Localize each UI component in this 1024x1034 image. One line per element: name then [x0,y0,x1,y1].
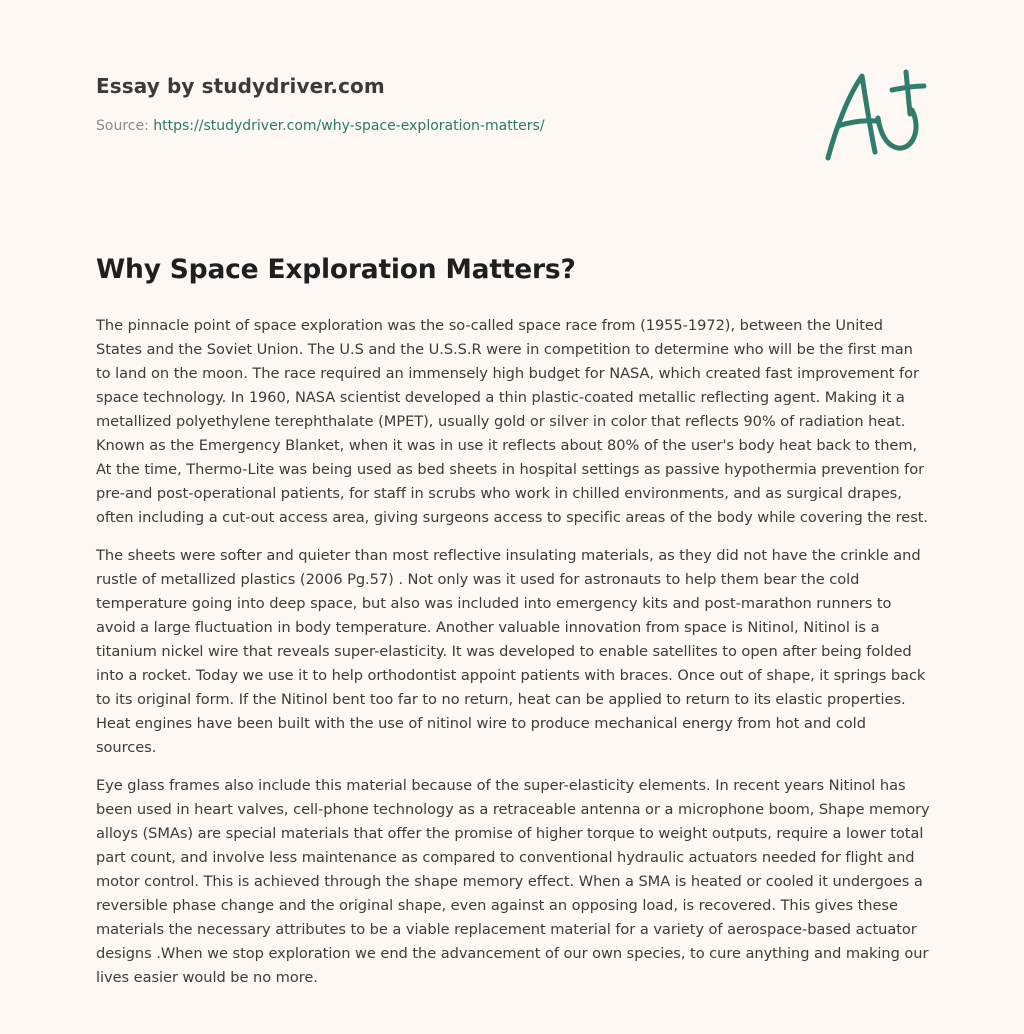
a-plus-logo-icon [818,66,928,166]
essay-paragraph: Eye glass frames also include this material because of the super-elasticity elements. In recent years Nitinol has been used in heart valves, cell-phone technology as a retraceable antenna or a microphone boom, Shape memory alloys (SMAs) are special materials that offer the promise of higher torque to weight outputs, require a lower total part count, and involve less maintenance as compared to conventional hydraulic actuators needed for flight and motor control. This is achieved through the shape memory effect. When a SMA is heated or cooled it undergoes a reversible phase change and the original shape, even against an opposing load, is recovered. This gives these materials the necessary attributes to be a viable replacement material for a variety of aerospace-based actuator designs .When we stop exploration we end the advancement of our own species, to cure anything and making our lives easier would be no more. [96,777,930,986]
source-link[interactable]: https://studydriver.com/why-space-exploration-matters/ [153,118,545,134]
essay-paragraph: The pinnacle point of space exploration was the so-called space race from (1955-1972), between the United States and the Soviet Union. The U.S and the U.S.S.R were in competition to determine who will be the first man to land on the moon. The race required an immensely high budget for NASA, which created fast improvement for space technology. In 1960, NASA scientist developed a thin plastic-coated metallic reflecting agent. Making it a metallized polyethylene terephthalate (MPET), usually gold or silver in color that reflects 90% of radiation heat. Known as the Emergency Blanket, when it was in use it reflects about 80% of the user's body heat back to them, At the time, Thermo-Lite was being used as bed sheets in hospital settings as passive hypothermia prevention for pre-and post-operational patients, for staff in scrubs who work in chilled environments, and as surgical drapes, often including a cut-out access area, giving surgeons access to specific areas of the body while covering the rest. [96,317,929,526]
a-plus-logo-svg [818,66,928,166]
essay-body [96,314,930,1004]
document-header [96,74,796,134]
essay-paragraph: The sheets were softer and quieter than most reflective insulating materials, as they did not have the crinkle and rustle of metallized plastics (2006 Pg.57) . Not only was it used for astronauts to help them bear the cold temperature going into deep space, but also was included into emergency kits and post-marathon runners to avoid a large fluctuation in body temperature. Another valuable innovation from space is Nitinol, Nitinol is a titanium nickel wire that reveals super-elasticity. It was developed to enable satellites to open after being folded into a rocket. Today we use it to help orthodontist appoint patients with braces. Once out of shape, it springs back to its original form. If the Nitinol bent too far to no return, heat can be applied to return to its elastic properties. Heat engines have been built with the use of nitinol wire to produce mechanical energy from hot and cold sources. [96,547,926,756]
site-title: Essay by studydriver.com [96,74,385,98]
essay-title: Why Space Exploration Matters? [96,254,576,285]
source-line [96,118,796,134]
source-label: Source: [96,118,149,134]
